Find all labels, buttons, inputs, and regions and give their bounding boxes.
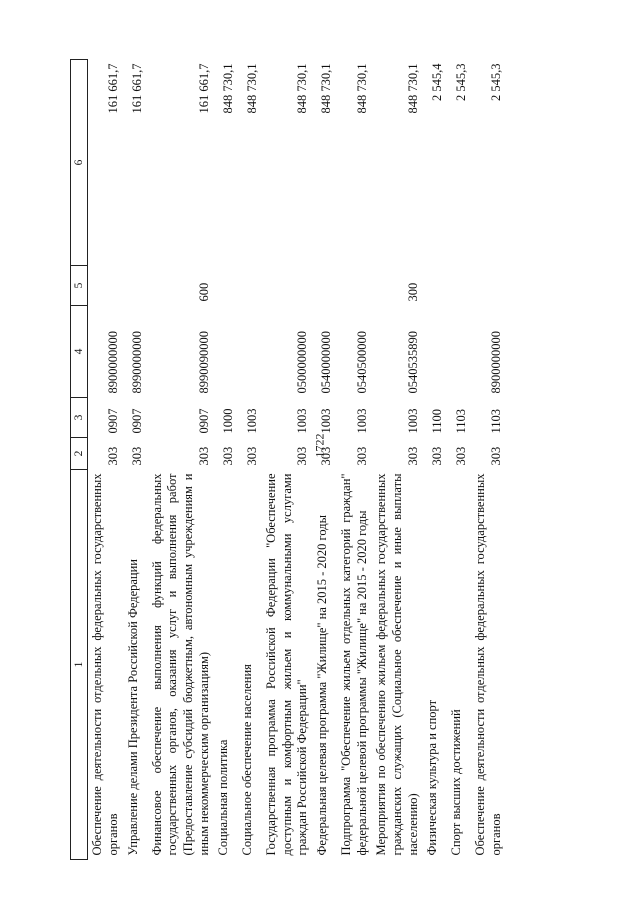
row-col-5 — [313, 266, 337, 306]
row-amount-cell: 2 545,4 — [429, 63, 444, 101]
table-row — [148, 60, 215, 860]
row-col-4 — [214, 306, 238, 398]
header-col-5: 5 — [71, 266, 88, 306]
row-col-2: 303 — [106, 446, 120, 466]
row-col-3: 1003 — [405, 408, 420, 434]
row-name-cell: Физическая культура и спорт — [425, 699, 440, 856]
row-col-5 — [124, 266, 148, 306]
row-col-3: 1003 — [319, 408, 334, 434]
row-name-cell: Спорт высших достижений — [449, 709, 464, 856]
row-name-cell: Управление делами Президента Российской Федерации — [125, 559, 140, 856]
row-col-3: 1103 — [488, 408, 503, 434]
row-col-5 — [447, 266, 471, 306]
row-amount-cell: 848 730,1 — [295, 63, 310, 114]
row-amount-cell: 2 545,3 — [488, 63, 503, 101]
row-col-4 — [423, 306, 447, 398]
row-col-2: 303 — [295, 446, 310, 466]
table-row — [214, 60, 238, 860]
row-col-2: 303 — [429, 446, 444, 466]
row-amount-cell: 161 661,7 — [106, 63, 120, 114]
row-col-5 — [238, 266, 262, 306]
row-name-cell: Обеспечение деятельности отдельных федеральных государственных органов — [90, 473, 120, 856]
table-body — [88, 60, 507, 860]
row-amount-cell: 848 730,1 — [244, 63, 259, 114]
row-col-3: 0907 — [196, 408, 211, 434]
row-col-2: 303 — [244, 446, 259, 466]
row-col-4: 8990000000 — [130, 331, 144, 394]
row-col-4: 0540000000 — [319, 331, 334, 394]
table-row — [471, 60, 506, 860]
row-col-5 — [337, 266, 372, 306]
row-col-3: 1103 — [453, 408, 468, 434]
budget-table — [70, 59, 506, 860]
budget-table-container — [70, 60, 618, 860]
row-col-4: 0540535890 — [405, 331, 420, 394]
row-amount-cell: 2 545,3 — [453, 63, 468, 101]
row-col-4: 0500000000 — [295, 331, 310, 394]
row-col-4: 0540500000 — [354, 331, 369, 394]
row-col-4: 8900000000 — [488, 331, 503, 394]
row-col-5 — [423, 266, 447, 306]
row-col-4 — [238, 306, 262, 398]
row-name-cell: Финансовое обеспечение выполнения функций федеральных государственных органов, оказания услуг и выполнения работ (Предоставление субсидий бюджетным, автономным учреждениям и иным некоммерческим организациям) — [149, 473, 211, 856]
table-row — [88, 60, 124, 860]
table-row — [423, 60, 447, 860]
row-col-4 — [447, 306, 471, 398]
row-col-2: 303 — [220, 446, 235, 466]
row-col-2: 303 — [354, 446, 369, 466]
row-amount-cell: 161 661,7 — [196, 63, 211, 114]
row-col-3: 1003 — [244, 408, 259, 434]
row-col-2: 303 — [130, 446, 144, 466]
row-amount-cell: 848 730,1 — [319, 63, 334, 114]
table-row — [313, 60, 337, 860]
row-col-3: 1003 — [354, 408, 369, 434]
row-amount-cell: 848 730,1 — [405, 63, 420, 114]
header-col-3: 3 — [71, 398, 88, 438]
row-col-5 — [88, 266, 124, 306]
header-col-6: 6 — [71, 60, 88, 266]
table-row — [124, 60, 148, 860]
header-col-4: 4 — [71, 306, 88, 398]
header-col-2: 2 — [71, 438, 88, 470]
table-row — [337, 60, 372, 860]
row-col-3: 0907 — [106, 408, 120, 434]
row-col-2: 303 — [453, 446, 468, 466]
table-row — [372, 60, 423, 860]
row-col-4: 8900000000 — [106, 331, 120, 394]
table-row — [262, 60, 313, 860]
row-name-cell: Обеспечение деятельности отдельных федеральных государственных органов — [473, 473, 503, 856]
row-col-3: 1003 — [295, 408, 310, 434]
row-col-2: 303 — [488, 446, 503, 466]
row-col-2: 303 — [319, 446, 334, 466]
row-col-5: 300 — [405, 282, 420, 302]
row-col-3: 0907 — [130, 408, 144, 434]
table-row — [238, 60, 262, 860]
row-col-5: 600 — [196, 282, 211, 302]
row-name-cell: Федеральная целевая программа "Жилище" на 2015 - 2020 годы — [315, 514, 329, 856]
row-col-5 — [262, 266, 313, 306]
row-col-4: 8990090000 — [196, 331, 211, 394]
row-name-cell: Подпрограмма "Обеспечение жильем отдельных категорий граждан" федеральной целевой программы "Жилище" на 2015 - 2020 годы — [339, 473, 369, 856]
row-amount-cell: 161 661,7 — [130, 63, 144, 114]
row-col-3: 1100 — [429, 408, 444, 434]
row-name-cell: Государственная программа Российской Федерации "Обеспечение доступным и комфортным жильем и коммунальными услугами граждан Российской Федерации" — [264, 473, 310, 856]
header-col-1: 1 — [71, 470, 88, 860]
table-row — [447, 60, 471, 860]
page-number: 1722 — [312, 433, 327, 458]
row-col-2: 303 — [196, 446, 211, 466]
row-amount-cell: 848 730,1 — [354, 63, 369, 114]
row-name-cell: Мероприятия по обеспечению жильем федеральных государственных гражданских служащих (Социальное обеспечение и иные выплаты населению) — [374, 473, 420, 856]
row-name-cell: Социальная политика — [216, 739, 231, 856]
table-header — [71, 60, 88, 860]
row-amount-cell: 848 730,1 — [220, 63, 235, 114]
row-name-cell: Социальное обеспечение населения — [240, 664, 255, 856]
row-col-5 — [214, 266, 238, 306]
row-col-2: 303 — [405, 446, 420, 466]
row-col-5 — [471, 266, 506, 306]
row-col-3: 1000 — [220, 408, 235, 434]
